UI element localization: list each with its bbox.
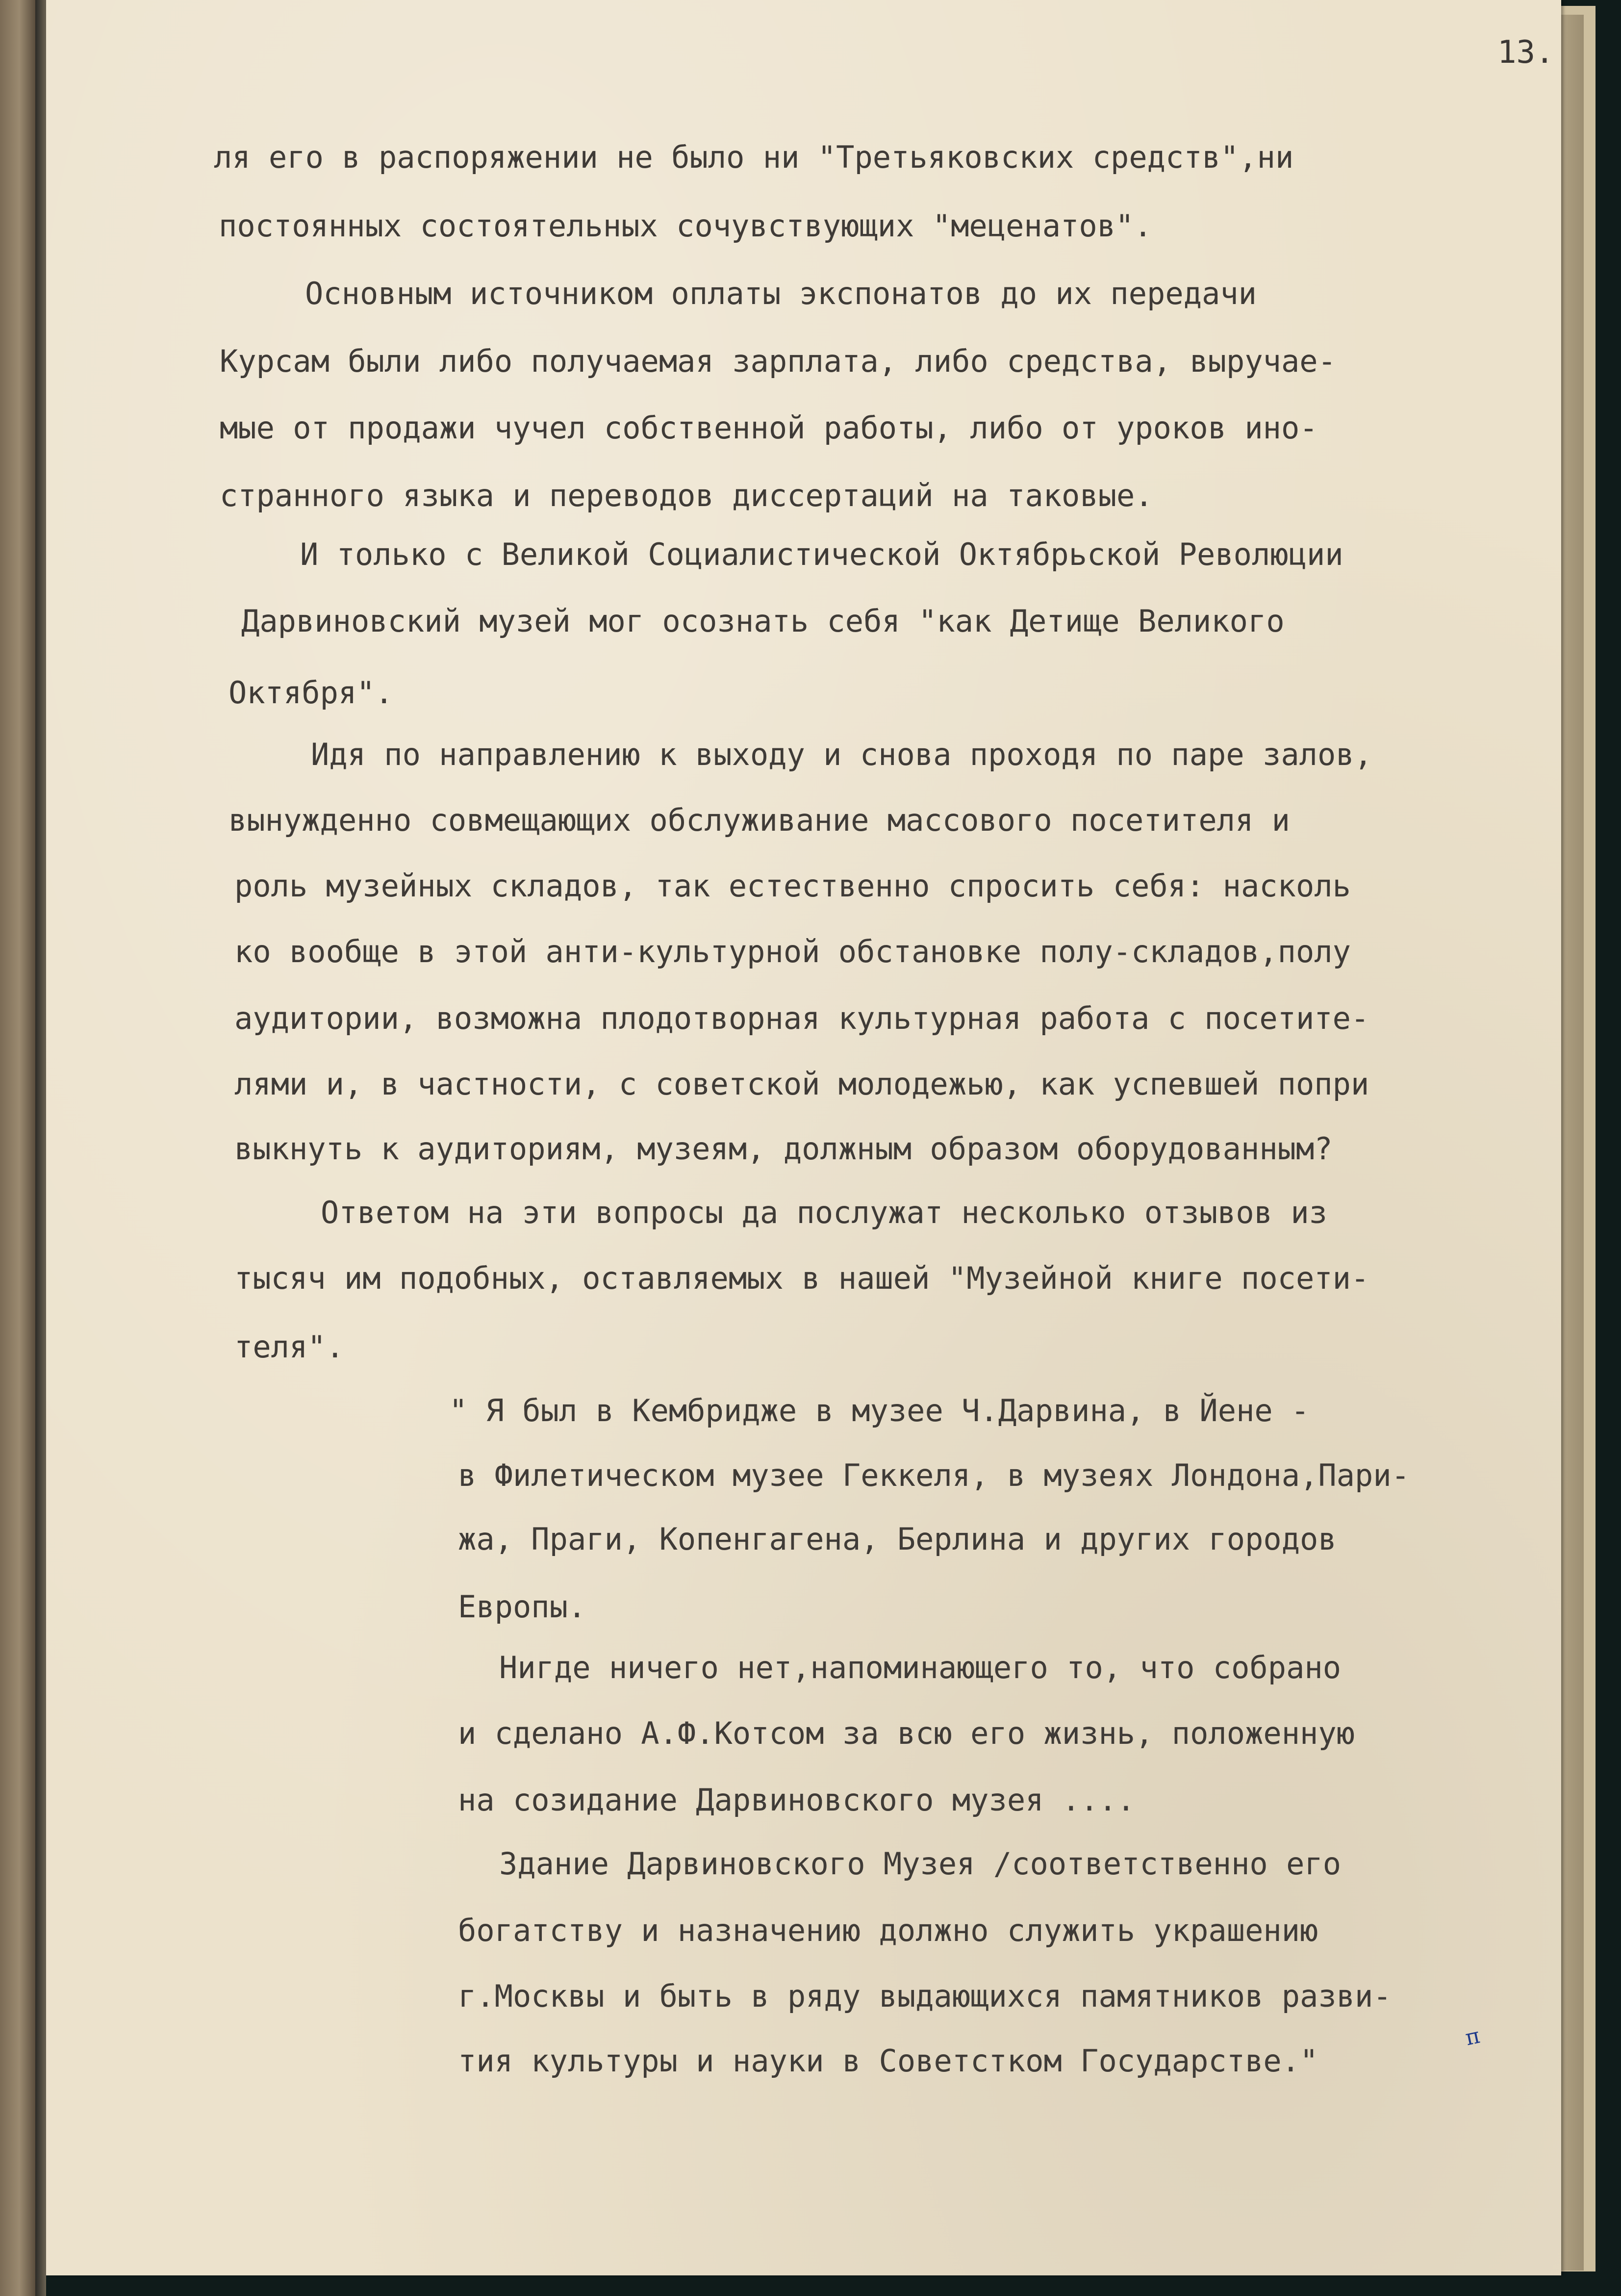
quote-line: " Я был в Кембридже в музее Ч.Дарвина, в Йене - <box>449 1393 1310 1429</box>
quote-line: и сделано А.Ф.Котсом за всю его жизнь, положенную <box>458 1715 1355 1751</box>
quote-line: жа, Праги, Копенгагена, Берлина и других городов <box>458 1521 1337 1557</box>
text-line: ко вообще в этой анти-культурной обстановке полу-складов,полу <box>234 934 1351 969</box>
text-line: Ответом на эти вопросы да послужат несколько отзывов из <box>321 1195 1327 1230</box>
text-line: тысяч им подобных, оставляемых в нашей "Музейной книге посети- <box>234 1260 1369 1296</box>
text-line: Идя по направлению к выходу и снова проходя по паре залов, <box>311 737 1372 772</box>
text-line: постоянных состоятельных сочувствующих "меценатов". <box>219 208 1152 244</box>
text-line: мые от продажи чучел собственной работы, либо от уроков ино- <box>220 410 1318 446</box>
quote-line: в Филетическом музее Геккеля, в музеях Лондона,Пари- <box>458 1457 1410 1493</box>
text-line: Основным источником оплаты экспонатов до их передачи <box>305 276 1257 311</box>
typed-text <box>46 0 1561 2275</box>
text-line: Дарвиновский музей мог осознать себя "как Детище Великого <box>241 603 1285 639</box>
quote-line: богатству и назначению должно служить украшению <box>458 1913 1318 1948</box>
text-line: роль музейных складов, так естественно спросить себя: насколь <box>234 868 1351 904</box>
quote-line: на созидание Дарвиновского музея .... <box>458 1782 1136 1818</box>
text-line: теля". <box>234 1329 344 1365</box>
typewritten-sheet <box>46 0 1561 2275</box>
handwritten-ink-mark: п <box>1463 2023 1483 2051</box>
text-line: лями и, в частности, с советской молодежью, как успевшей попри <box>234 1066 1369 1102</box>
text-line: И только с Великой Социалистической Октябрьской Революции <box>300 536 1343 572</box>
quote-line: Нигде ничего нет,напоминающего то, что собрано <box>499 1650 1342 1685</box>
quote-line: Европы. <box>458 1589 586 1625</box>
quote-line: тия культуры и науки в Советстком Государстве." <box>458 2043 1318 2079</box>
text-line: аудитории, возможна плодотворная культурная работа с посетите- <box>234 1000 1369 1036</box>
previous-page-edge <box>0 0 35 2296</box>
binding-shadow <box>35 0 46 2296</box>
text-line: выкнуть к аудиториям, музеям, должным образом оборудованным? <box>234 1131 1333 1167</box>
text-line: вынужденно совмещающих обслуживание массового посетителя и <box>228 802 1290 838</box>
text-line: Октября". <box>228 675 393 711</box>
text-line: Курсам были либо получаемая зарплата, либо средства, выручае- <box>220 343 1336 379</box>
text-line: ля его в распоряжении не было ни "Третьяковских средств",ни <box>214 139 1294 175</box>
page-number: 13. <box>1497 34 1554 71</box>
text-line: странного языка и переводов диссертаций на таковые. <box>220 478 1153 513</box>
quote-line: г.Москвы и быть в ряду выдающихся памятников разви- <box>458 1978 1392 2014</box>
quote-line: Здание Дарвиновского Музея /соответственно его <box>499 1846 1342 1882</box>
